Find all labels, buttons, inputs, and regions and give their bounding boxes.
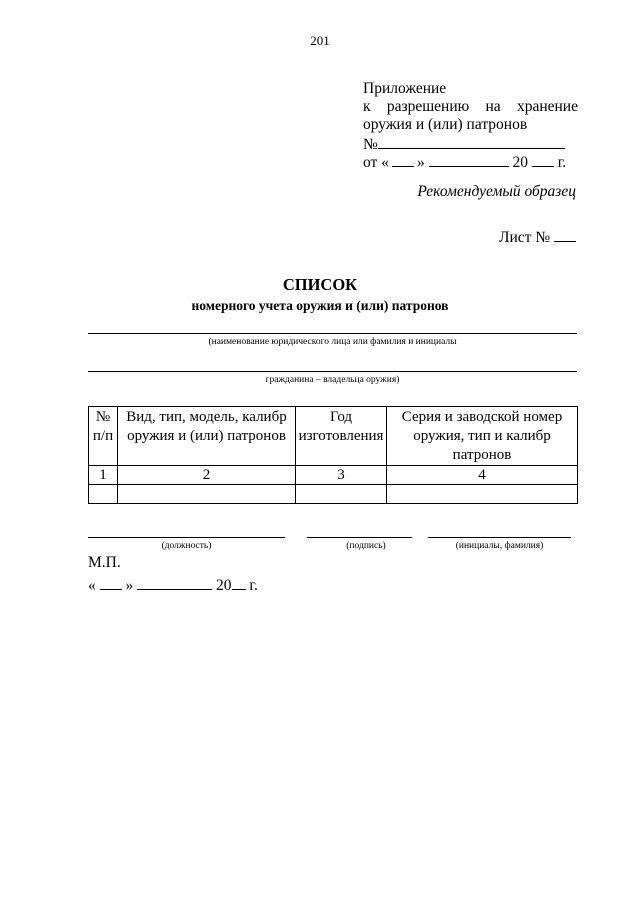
- sheet-blank[interactable]: [554, 227, 576, 242]
- owner-caption-2: гражданина – владельца оружия): [265, 375, 400, 385]
- column-header-weapon-type: Вид, тип, модель, калибр оружия и (или) патронов: [118, 407, 296, 466]
- column-header-year: Год изготовления: [296, 407, 387, 466]
- owner-line-1[interactable]: [88, 333, 577, 334]
- position-caption: (должность): [161, 541, 212, 551]
- signature-line[interactable]: [307, 537, 412, 538]
- signature-date-line: [88, 575, 258, 595]
- owner-line-2[interactable]: [88, 371, 577, 372]
- sign-date-suffix: г.: [249, 577, 258, 594]
- weapons-table: [88, 406, 578, 504]
- appendix-date-line: [363, 152, 578, 170]
- table-cell[interactable]: [89, 485, 118, 504]
- column-header-index: № п/п: [89, 407, 118, 466]
- document-subtitle: номерного учета оружия и (или) патронов: [191, 298, 449, 313]
- appendix-line-weapons: оружия и (или) патронов: [363, 116, 528, 133]
- date-year: 20: [512, 154, 528, 171]
- name-line[interactable]: [428, 537, 571, 538]
- table-index-row: [89, 466, 578, 485]
- owner-caption-1: (наименование юридического лица или фамилия и инициалы: [208, 337, 457, 347]
- table-header-row: [89, 407, 578, 466]
- table-cell: 3: [296, 466, 387, 485]
- signature-caption: (подпись): [346, 541, 386, 551]
- document-title: СПИСОК: [282, 275, 358, 294]
- table-cell[interactable]: [387, 485, 578, 504]
- appendix-block: [363, 80, 578, 170]
- column-header-serial: Серия и заводской номер оружия, тип и калибр патронов: [387, 407, 578, 466]
- date-suffix: г.: [557, 154, 567, 171]
- stamp-label: М.П.: [88, 554, 121, 571]
- sheet-label: Лист №: [499, 229, 551, 246]
- date-prefix: от «: [363, 154, 389, 171]
- table-cell: 1: [89, 466, 118, 485]
- table-row: [89, 485, 578, 504]
- number-blank[interactable]: [378, 134, 565, 149]
- sign-month-blank[interactable]: [137, 575, 212, 590]
- table-cell[interactable]: [296, 485, 387, 504]
- sign-year-blank[interactable]: [232, 575, 246, 590]
- appendix-line-permit: к разрешению на хранение: [363, 98, 578, 115]
- day-blank[interactable]: [392, 152, 414, 167]
- appendix-title: Приложение: [363, 80, 447, 97]
- sample-label: Рекомендуемый образец: [417, 183, 576, 200]
- table-cell[interactable]: [118, 485, 296, 504]
- position-line[interactable]: [88, 537, 285, 538]
- name-caption: (инициалы, фамилия): [455, 541, 544, 551]
- page-number: 201: [310, 33, 330, 48]
- number-sign: №: [363, 136, 378, 153]
- table-cell: 2: [118, 466, 296, 485]
- year-blank[interactable]: [532, 152, 554, 167]
- table-cell: 4: [387, 466, 578, 485]
- date-mid: »: [416, 154, 425, 171]
- date-close: »: [125, 577, 134, 594]
- month-blank[interactable]: [429, 152, 509, 167]
- sign-date-year: 20: [216, 577, 232, 594]
- appendix-number-line: [363, 134, 578, 152]
- sign-day-blank[interactable]: [100, 575, 122, 590]
- sheet-number: [499, 227, 576, 247]
- date-open: «: [88, 577, 96, 594]
